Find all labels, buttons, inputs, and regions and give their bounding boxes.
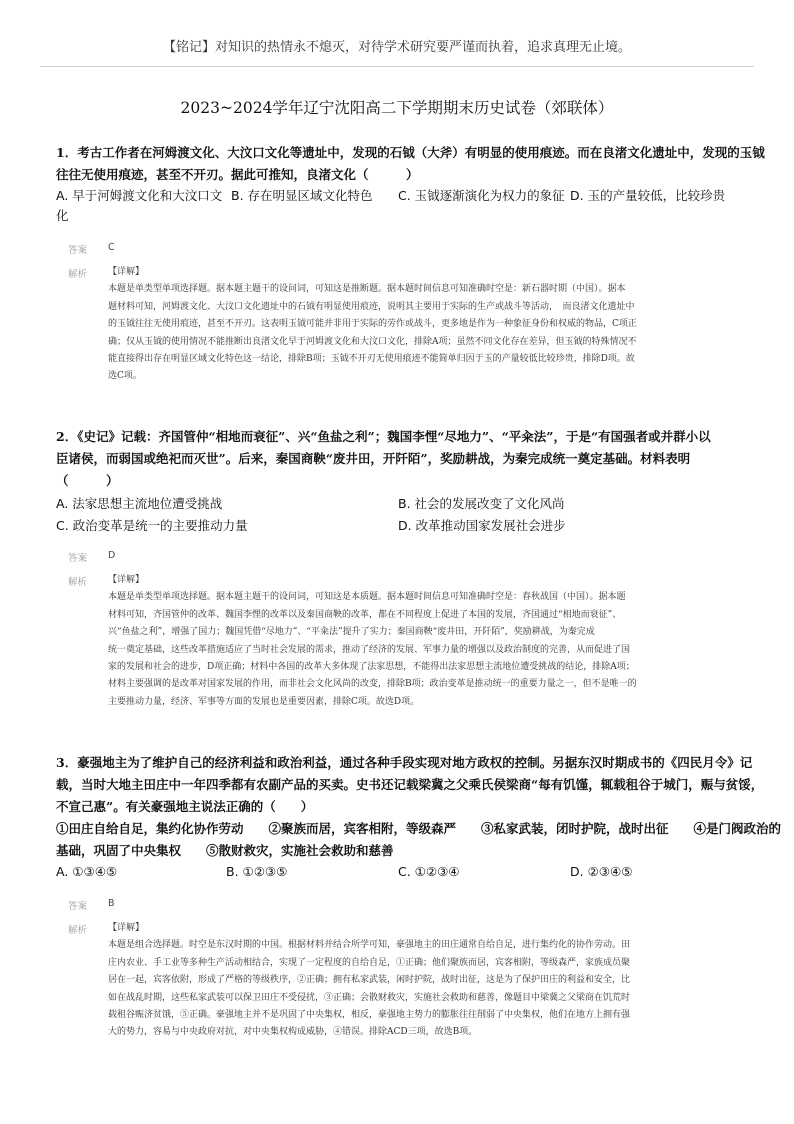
question-1 [56,142,765,230]
question-2-option-a[interactable]: A. 法家思想主流地位遭受挑战 [56,496,223,511]
question-3-stem-line-1: 3．豪强地主为了维护自己的经济利益和政治利益，通过各种手段实现对地方政权的控制。另据东汉时期成书的《四民月令》记 [56,755,753,770]
question-1-answer-value: C [108,242,115,253]
question-3-detail-heading: 【详解】 [108,923,145,933]
question-1-analysis-line: 选C项。 [108,371,142,382]
question-1-analysis-line: 的玉钺往往无使用痕迹，甚至不开刃。这表明玉钺可能并非用于实际的劳作或战斗，更多地是作为一种象征身份和权威的物品，C项正 [108,319,637,330]
question-3-option-b[interactable]: B. ①②③⑤ [226,864,288,879]
question-1-option-b[interactable]: B. 存在明显区域文化特色 [231,188,373,203]
question-1-analysis-label: 解析 [68,269,88,280]
question-3-options [56,862,746,886]
header-motto: 【铭记】对知识的热情永不熄灭，对待学术研究要严谨而执着，追求真理无止境。 [162,40,631,55]
question-3-analysis-line: 如在战乱时期，这些私家武装可以保卫田庄不受侵扰，③正确；会散财救灾，实施社会救助和慈善，像题目中梁冀之父梁商在饥荒时 [108,992,631,1003]
question-2-option-b[interactable]: B. 社会的发展改变了文化风尚 [398,496,565,511]
question-3-stem-line-4: ①田庄自给自足，集约化协作劳动 ②聚族而居，宾客相附，等级森严 ③私家武装，闭时护院，战时出征 ④是门阀政治的 [56,821,782,836]
question-2-stem-line-3: （ ） [56,473,119,488]
question-2-answer-value: D [108,550,116,561]
question-2-analysis [108,572,722,711]
question-3-analysis-label: 解析 [68,925,88,936]
question-3-stem-line-5: 基础，巩固了中央集权 ⑤散财救灾，实施社会救助和慈善 [56,843,394,858]
question-2-option-d[interactable]: D. 改革推动国家发展社会进步 [398,518,566,533]
question-3-analysis-line: 大的势力，容易与中央政府对抗，对中央集权构成威胁，④错误。排除ACD三项，故选B项。 [108,1027,478,1038]
question-1-detail-heading: 【详解】 [108,267,145,277]
question-1-analysis-line: 确；仅从玉钺的使用情况不能推断出良渚文化早于河姆渡文化和大汶口文化，排除A项；虽然不同文化存在差异，但玉钺的特殊情况不 [108,336,637,347]
question-1-analysis-line: 题材料可知，河姆渡文化、大汶口文化遗址中的石钺有明显使用痕迹，说明其主要用于实际的生产或战斗等活动， 而良渚文化遗址中 [108,301,635,312]
page-title: 2023~2024学年辽宁沈阳高二下学期期末历史试卷（郊联体） [180,99,614,117]
question-1-options [56,186,746,230]
question-2-analysis-line: 主要推动力量，经济、军事等方面的发展也是重要因素，排除C项。故选D项。 [108,696,420,707]
question-1-option-d[interactable]: D. 玉的产量较低，比较珍贵 [570,188,726,203]
question-1-analysis [108,264,722,386]
question-3-stem-line-3: 不宣己惠”。有关豪强地主说法正确的（ ） [56,799,314,814]
header-divider [40,66,754,67]
question-2 [56,426,746,536]
question-2-analysis-line: 统一奠定基础，这些改革措施适应了当时社会发展的需求，推动了经济的发展、军事力量的增强以及政治制度的完善，从而促进了国 [108,644,631,655]
question-3-stem-line-2: 载，当时大地主田庄中一年四季都有农副产品的买卖。史书还记载梁冀之父乘氏侯梁商“每有饥馑，辄载租谷于城门，赈与贫馁， [56,777,764,792]
question-3-answer-label: 答案 [68,901,88,912]
question-2-analysis-line: 家的发展和社会的进步，D项正确；材料中各国的改革大多体现了法家思想，不能得出法家思想主流地位遭受挑战的结论，排除A项； [108,662,635,673]
question-3-option-a[interactable]: A. ①③④⑤ [56,864,118,879]
question-3-analysis [108,920,722,1042]
question-2-stem-line-2: 臣诸侯，而弱国或绝祀而灭世”。后来，秦国商鞅“废井田，开阡陌”，奖励耕战，为秦完成统一奠定基础。材料表明 [56,451,691,466]
question-3-analysis-line: 庄内农业、手工业等多种生产活动相结合，实现了一定程度的自给自足，①正确；他们聚族而居，宾客相附，等级森严，家族成员聚 [108,957,631,968]
question-2-analysis-line: 材料可知，齐国管仲的改革、魏国李悝的改革以及秦国商鞅的改革，都在不同程度上促进了本国的发展，齐国通过“相地而衰征”、 [108,609,622,620]
question-2-options [56,492,746,536]
question-2-answer-label: 答案 [68,553,88,564]
question-3-analysis-line: 载租谷赈济贫饿，⑤正确。豪强地主并不是巩固了中央集权，相反，豪强地主势力的膨胀往往削弱了中央集权，他们在地方上拥有强 [108,1010,631,1021]
question-3-option-c[interactable]: C. ①②③④ [398,864,460,879]
question-2-analysis-line: 材料主要强调的是改革对国家发展的作用，而非社会文化风尚的改变，排除B项；政治变革是推动统一的重要力量之一，但不是唯一的 [108,679,637,690]
question-3-analysis-line: 居在一起，宾客依附，形成了严格的等级秩序，②正确；拥有私家武装，闲时护院，战时出征，这是为了保护田庄的利益和安全，比 [108,975,631,986]
question-2-stem-line-1: 2．《史记》记载：齐国管仲“相地而衰征”、兴“鱼盐之利”；魏国李悝“尽地力”、“平籴法”，于是“有国强者或并群小以 [56,429,711,444]
question-2-analysis-line: 兴“鱼盐之利”，增强了国力；魏国凭借“尽地力”、“平籴法”提升了实力；秦国商鞅“废井田，开阡陌”，奖励耕战，为秦完成 [108,627,595,638]
question-2-analysis-line: 本题是单类型单项选择题。据本题主题干的设问词，可知这是本质题。据本题时间信息可知准确时空是：春秋战国（中国）。据本题 [108,592,626,603]
question-1-option-a[interactable]: A. 早于河姆渡文化和大汶口文化 [56,188,223,223]
question-1-option-c[interactable]: C. 玉钺逐渐演化为权力的象征 [398,188,565,203]
question-1-analysis-line: 本题是单类型单项选择题。据本题主题干的设问词，可知这是推断题。据本题时间信息可知准确时空是：新石器时期（中国）。据本 [108,284,626,295]
question-1-stem-line-1: 1．考古工作者在河姆渡文化、大汶口文化等遗址中，发现的石钺（大斧）有明显的使用痕迹。而在良渚文化遗址中，发现的玉钺 [56,145,765,160]
question-3-option-d[interactable]: D. ②③④⑤ [570,864,633,879]
question-3-analysis-line: 本题是组合选择题。时空是东汉时期的中国。根据材料并结合所学可知，豪强地主的田庄通常自给自足，进行集约化的协作劳动。田 [108,940,631,951]
question-1-stem-line-2: 往往无使用痕迹，甚至不开刃。据此可推知，良渚文化（ ） [56,167,419,182]
question-2-option-c[interactable]: C. 政治变革是统一的主要推动力量 [56,518,248,533]
question-1-answer-label: 答案 [68,245,88,256]
question-2-detail-heading: 【详解】 [108,575,145,585]
question-1-analysis-line: 能直接得出存在明显区域文化特色这一结论，排除B项；玉钺不开刃无使用痕迹不能简单归因于玉的产量较低比较珍贵，排除D项。故 [108,354,635,365]
question-2-analysis-label: 解析 [68,577,88,588]
question-3-answer-value: B [108,898,115,909]
question-3 [56,752,782,886]
